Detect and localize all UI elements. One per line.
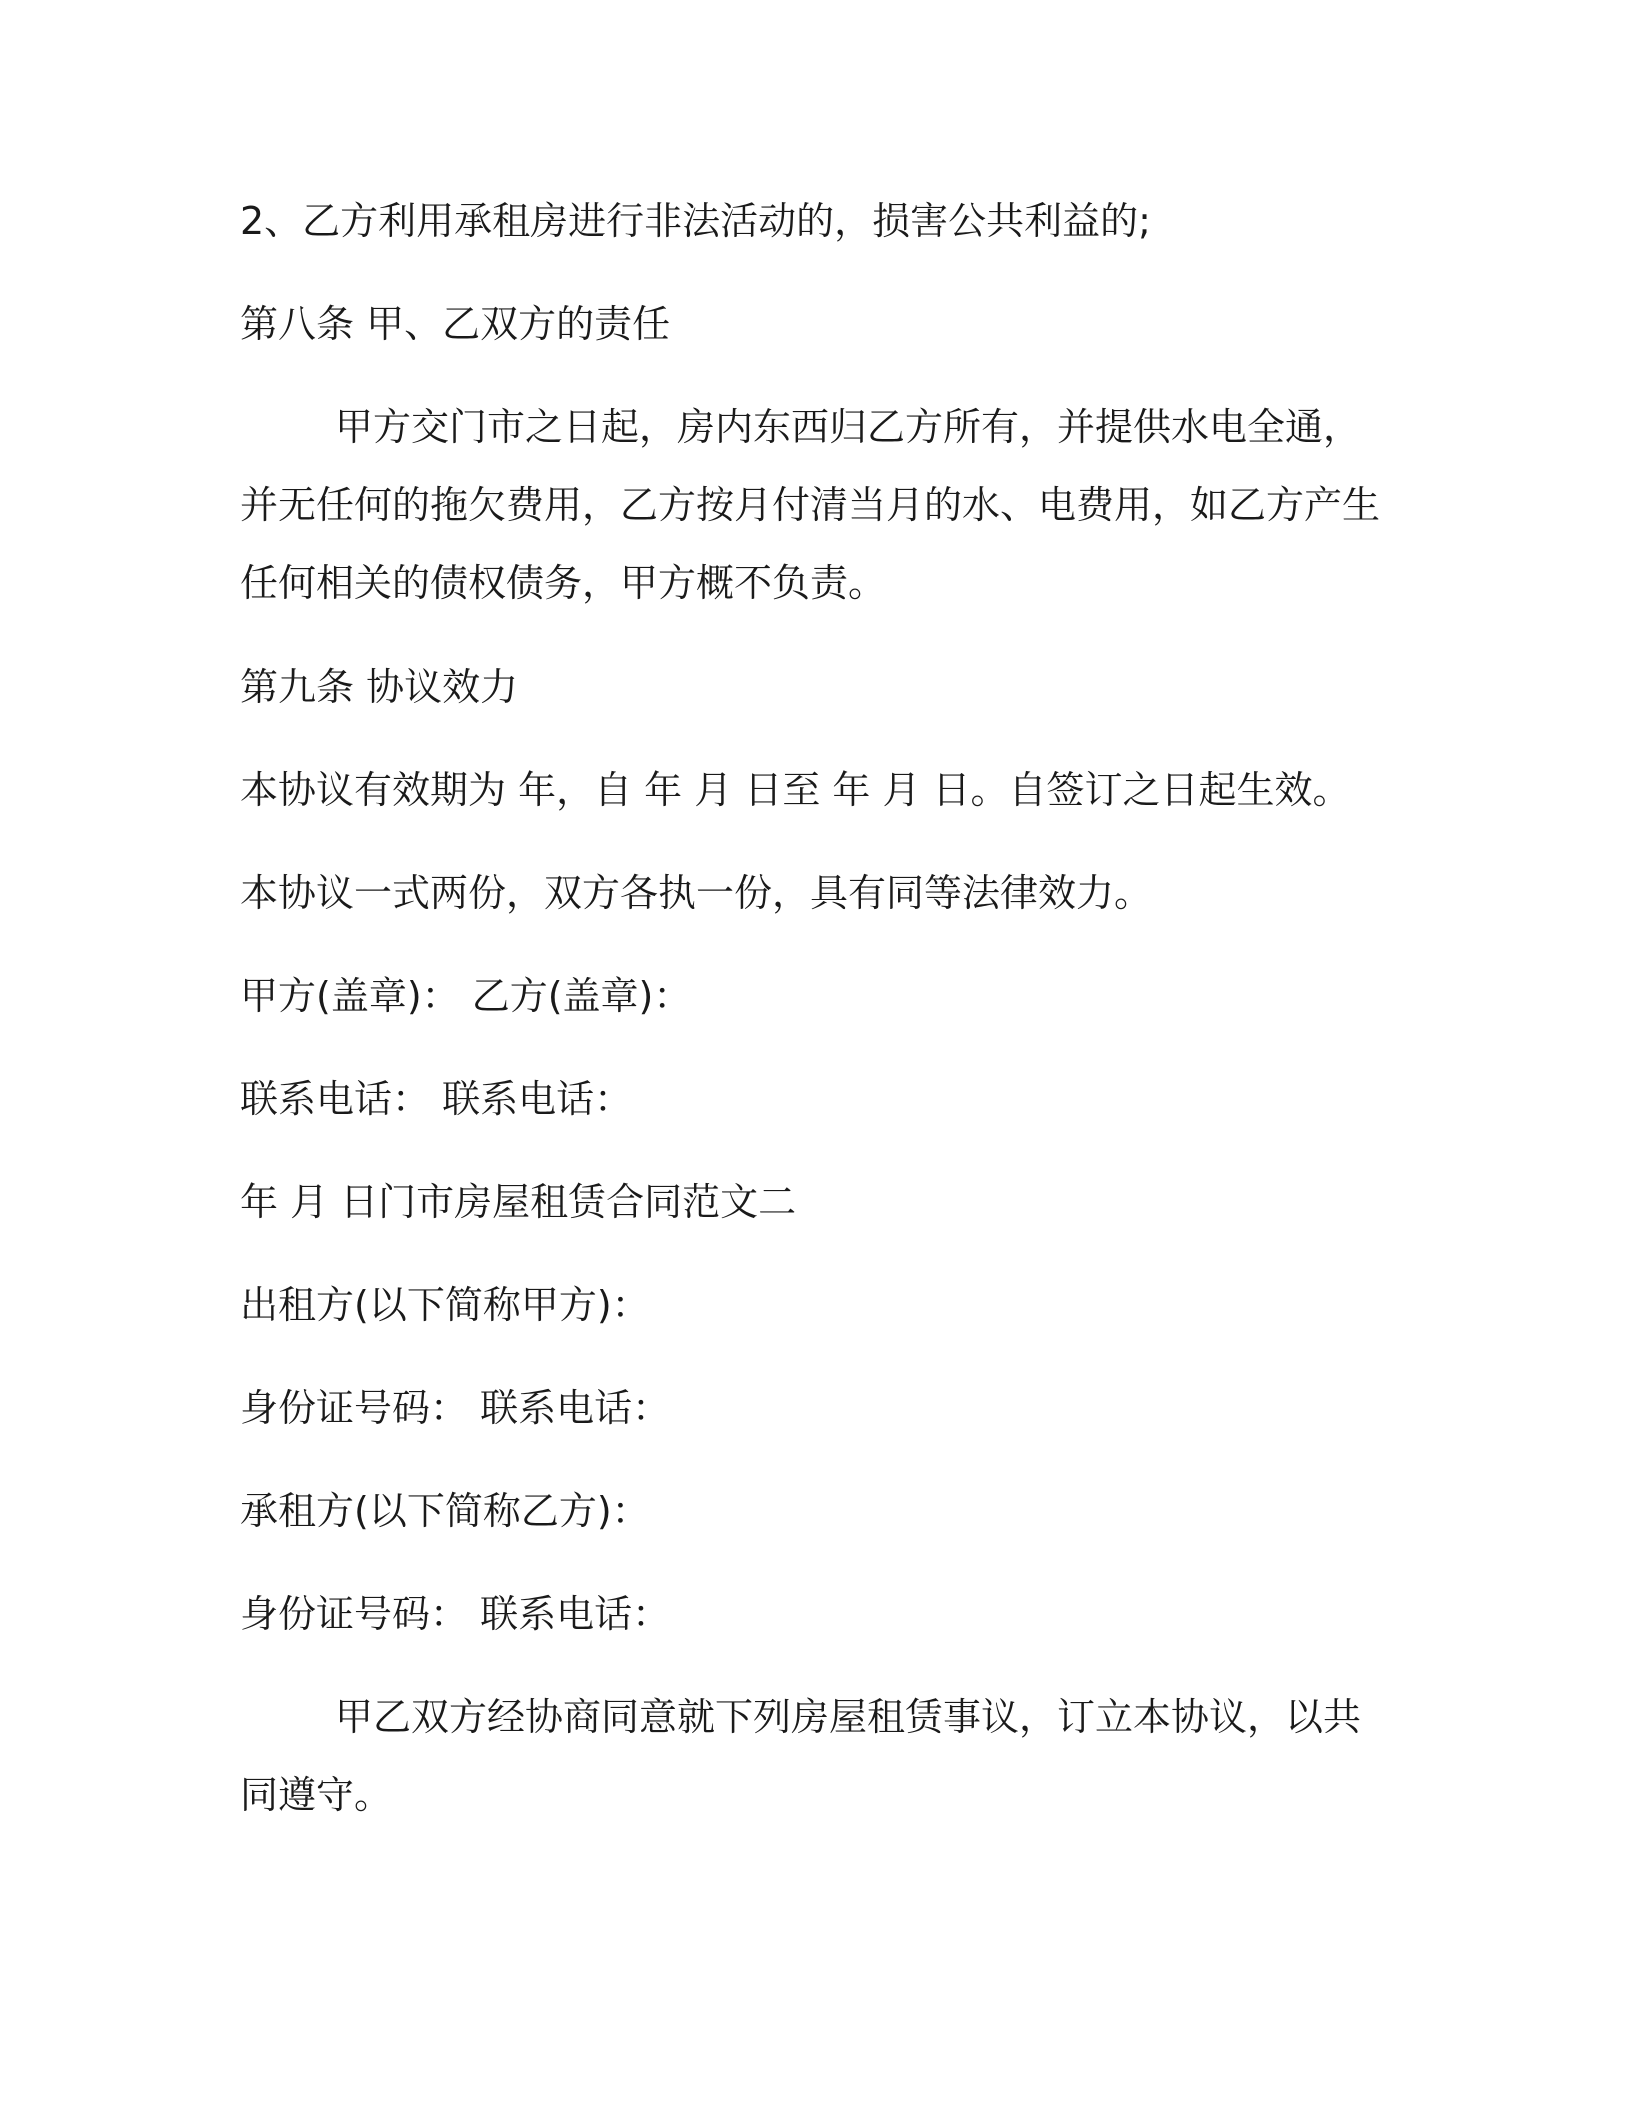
lessee-id-contact-line: 身份证号码： 联系电话： [240,1592,671,1636]
paragraph-responsibilities: 甲方交门市之日起，房内东西归乙方所有，并提供水电全通，并无任何的拖欠费用，乙方按月付清当月的水、电费用，如乙方产生任何相关的债权债务，甲方概不负责。 [240,405,1381,605]
lessee-line: 承租方(以下简称乙方)： [240,1489,650,1533]
paragraph-clause-2: 2、乙方利用承租房进行非法活动的，损害公共利益的; [240,199,1151,243]
heading-article-9: 第九条 协议效力 [240,665,519,709]
signature-seal-line: 甲方(盖章)： 乙方(盖章)： [240,974,692,1018]
paragraph-copies: 本协议一式两份，双方各执一份，具有同等法律效力。 [240,871,1153,915]
lessor-line: 出租方(以下简称甲方)： [240,1283,650,1327]
contact-phone-line: 联系电话： 联系电话： [240,1077,633,1121]
heading-article-8: 第八条 甲、乙双方的责任 [240,302,671,346]
date-and-title-line: 年 月 日门市房屋租赁合同范文二 [240,1180,797,1224]
paragraph-validity-period: 本协议有效期为 年，自 年 月 日至 年 月 日。自签订之日起生效。 [240,768,1351,812]
lessor-id-contact-line: 身份证号码： 联系电话： [240,1386,671,1430]
paragraph-agreement-intro: 甲乙双方经协商同意就下列房屋租赁事议，订立本协议，以共同遵守。 [240,1695,1362,1817]
